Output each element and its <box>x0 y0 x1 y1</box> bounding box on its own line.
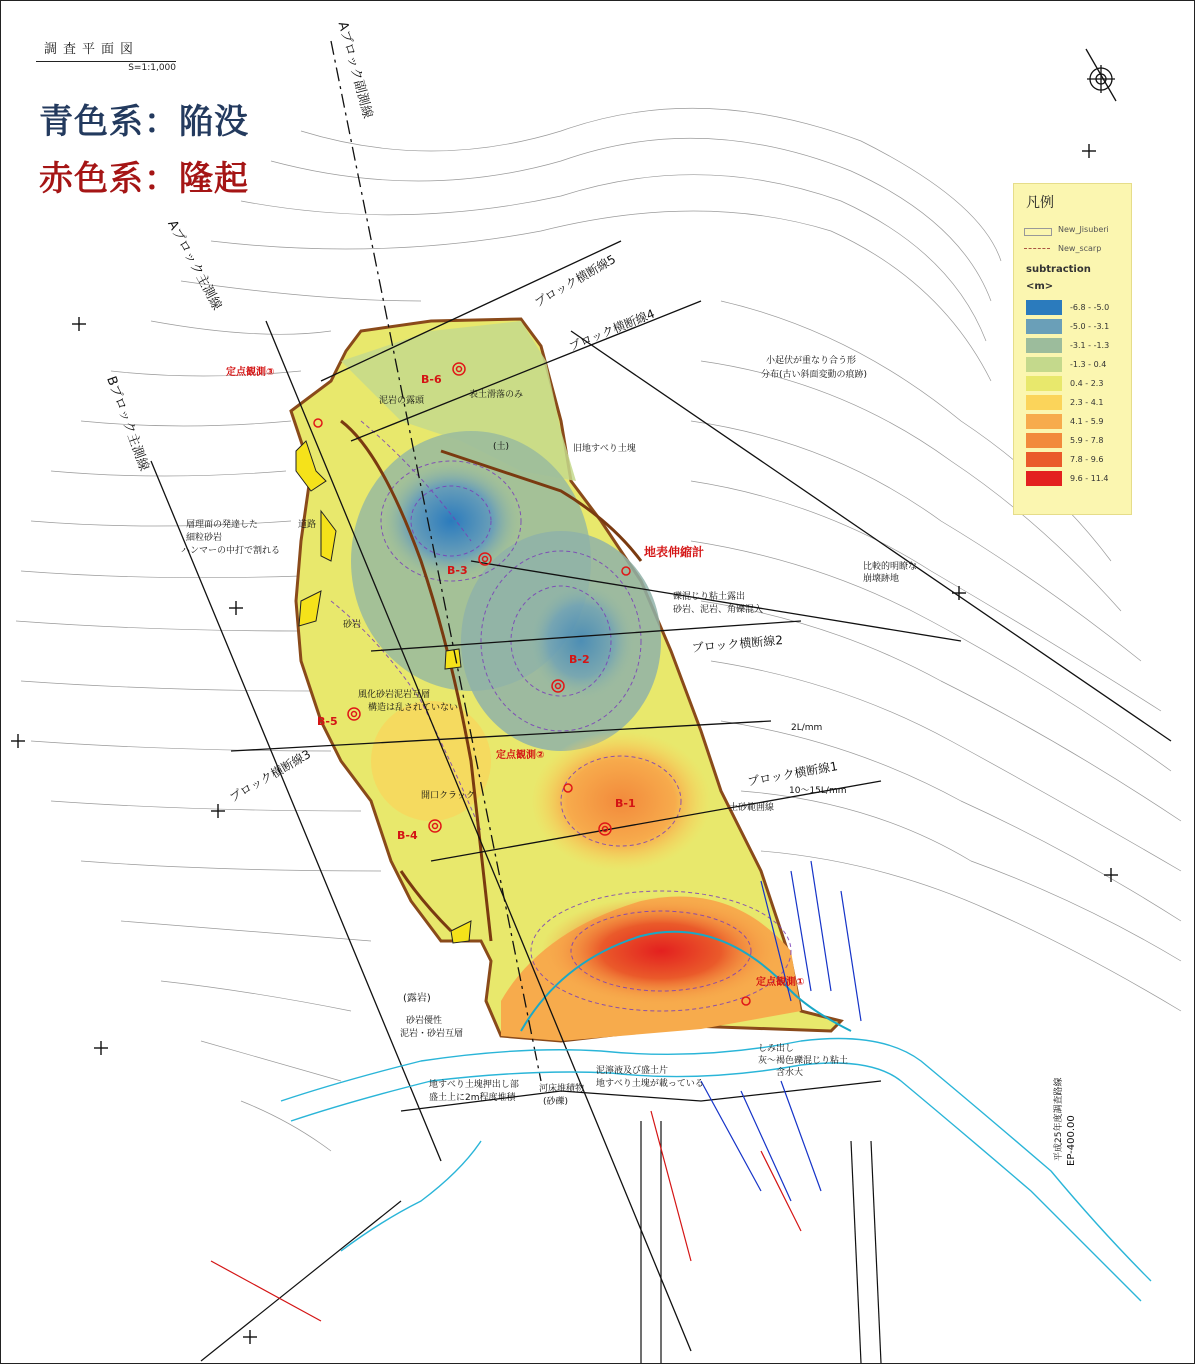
annot-weathered-1: 風化砂岩泥岩互層 <box>358 690 431 700</box>
legend-range-label: 7.8 - 9.6 <box>1070 455 1104 464</box>
label-cross-line-1: ブロック横断線1 <box>746 759 839 789</box>
annot-crack-1: 開口クラック <box>421 791 475 801</box>
river-lines <box>281 1039 1151 1302</box>
annot-soil: (土) <box>493 442 510 452</box>
subtraction-surface <box>291 319 841 1041</box>
map-title: 調査平面図 <box>44 42 140 57</box>
annot-sandstone-dominant: 砂岩優性 <box>406 1016 443 1026</box>
annot-riverbed-1: 河床堆積物 <box>539 1084 585 1094</box>
obs-label-3: 定点観測③ <box>226 367 275 378</box>
borehole-label-b1: B-1 <box>615 797 636 810</box>
annot-old-landslide: 旧地すべり土塊 <box>573 444 636 454</box>
annot-road: 道路 <box>298 520 317 530</box>
borehole-label-b4: B-4 <box>397 829 418 842</box>
road-lines <box>201 1081 881 1363</box>
legend-swatch <box>1026 452 1062 467</box>
borehole-label-b6: B-6 <box>421 373 442 386</box>
label-a-block-sub-line: Aブロック副測線 <box>334 20 375 121</box>
legend-swatch <box>1026 338 1062 353</box>
annot-survey-route: 平成25年度調査路線 <box>1054 1077 1064 1161</box>
legend-line-scarp <box>1024 248 1050 249</box>
annot-water-content: 含水大 <box>776 1068 804 1078</box>
borehole-label-b3: B-3 <box>447 564 468 577</box>
annot-mud-2: 地すべり土塊が載っている <box>596 1079 704 1089</box>
legend-range-label: -5.0 - -3.1 <box>1070 322 1110 331</box>
annot-bedding-3: ハンマーの中打で割れる <box>181 546 281 556</box>
legend-swatch <box>1026 414 1062 429</box>
label-cross-line-2: ブロック横断線2 <box>691 633 784 655</box>
legend-range-label: 9.6 - 11.4 <box>1070 474 1109 483</box>
legend-unit: <m> <box>1026 281 1054 292</box>
legend-panel <box>1013 183 1132 515</box>
note-subsidence: 青色系：陥没 <box>39 102 249 142</box>
obs-label-1: 定点観測① <box>756 977 805 988</box>
legend-line-scarp-label: New_scarp <box>1058 244 1102 253</box>
legend-swatch <box>1026 300 1062 315</box>
annot-topsoil-slide: 表土滑落のみ <box>469 390 524 400</box>
obs-label-extensometer: 地表伸縮計 <box>644 545 705 559</box>
label-cross-line-4: ブロック横断線4 <box>566 306 657 354</box>
legend-subtraction-label: subtraction <box>1026 264 1091 275</box>
label-a-block-main-line: Aブロック主測線 <box>164 217 225 313</box>
note-uplift: 赤色系：隆起 <box>39 159 249 199</box>
annot-ep: EP-400.00 <box>1066 1115 1077 1166</box>
map-scale: S=1:1,000 <box>128 63 176 73</box>
red-survey-lines <box>211 1111 801 1321</box>
legend-range-label: -3.1 - -1.3 <box>1070 341 1110 350</box>
annot-outcrop: (露岩) <box>403 993 431 1004</box>
annot-flow-10-15: 10〜15L/mm <box>789 786 847 796</box>
annot-mud-1: 泥濘液及び盛土片 <box>596 1066 669 1076</box>
obs-label-2: 定点観測② <box>496 750 545 761</box>
annot-bedding-1: 層理面の発達した <box>186 520 259 530</box>
legend-range-label: -1.3 - 0.4 <box>1070 360 1107 369</box>
annot-collapse-2: 崩壊跡地 <box>863 574 900 584</box>
legend-swatch <box>1026 471 1062 486</box>
legend-range-label: 5.9 - 7.8 <box>1070 436 1104 445</box>
legend-line-jisuberi-label: New_Jisuberi <box>1058 225 1109 234</box>
legend-range-label: 4.1 - 5.9 <box>1070 417 1104 426</box>
annot-weathered-2: 構造は乱されていない <box>368 703 459 713</box>
legend-range-label: 0.4 - 2.3 <box>1070 379 1104 388</box>
legend-range-label: 2.3 - 4.1 <box>1070 398 1104 407</box>
legend-swatch <box>1026 433 1062 448</box>
annot-undulation-1: 小起伏が重なり合う形 <box>766 356 857 366</box>
legend-swatch <box>1026 357 1062 372</box>
annot-alternation: 泥岩・砂岩互層 <box>400 1029 464 1039</box>
legend-swatch <box>1026 395 1062 410</box>
annot-clay-1: 礫混じり粘土露出 <box>673 592 746 602</box>
annot-mudstone-outcrop: 泥岩の露頭 <box>379 396 425 406</box>
annot-soil-range: 土砂範囲線 <box>729 803 775 813</box>
title-block <box>36 38 176 73</box>
annot-collapse-1: 比較的明瞭な <box>863 562 918 572</box>
annot-clay-2: 砂岩、泥岩、角礫混入 <box>673 605 764 615</box>
annot-undulation-2: 分布(古い斜面変動の痕跡) <box>761 370 868 380</box>
annot-flow-2: 2L/mm <box>791 723 823 733</box>
legend-range-label: -6.8 - -5.0 <box>1070 303 1110 312</box>
north-arrow-icon <box>1086 49 1116 101</box>
label-cross-line-3: ブロック横断線3 <box>227 747 314 805</box>
annot-pushout-1: 地すべり土塊押出し部 <box>429 1080 519 1090</box>
label-b-block-main-line: Bブロック主測線 <box>103 374 152 474</box>
legend-swatch <box>1026 319 1062 334</box>
annot-pushout-2: 盛土上に2m程度堆積 <box>429 1093 516 1103</box>
legend-line-jisuberi <box>1024 228 1052 236</box>
annot-riverbed-2: (砂礫) <box>543 1097 569 1107</box>
title-underline <box>36 61 176 62</box>
borehole-label-b5: B-5 <box>317 715 338 728</box>
annot-seepage: しみ出し <box>758 1044 795 1054</box>
borehole-label-b2: B-2 <box>569 653 590 666</box>
legend-title: 凡例 <box>1026 195 1054 211</box>
label-cross-line-5: ブロック横断線5 <box>532 252 619 310</box>
annot-gravel-clay: 灰〜褐色礫混じり粘土 <box>758 1056 849 1066</box>
annot-bedding-2: 細粒砂岩 <box>186 533 223 543</box>
annot-sandstone: 砂岩 <box>343 620 362 630</box>
legend-swatch <box>1026 376 1062 391</box>
